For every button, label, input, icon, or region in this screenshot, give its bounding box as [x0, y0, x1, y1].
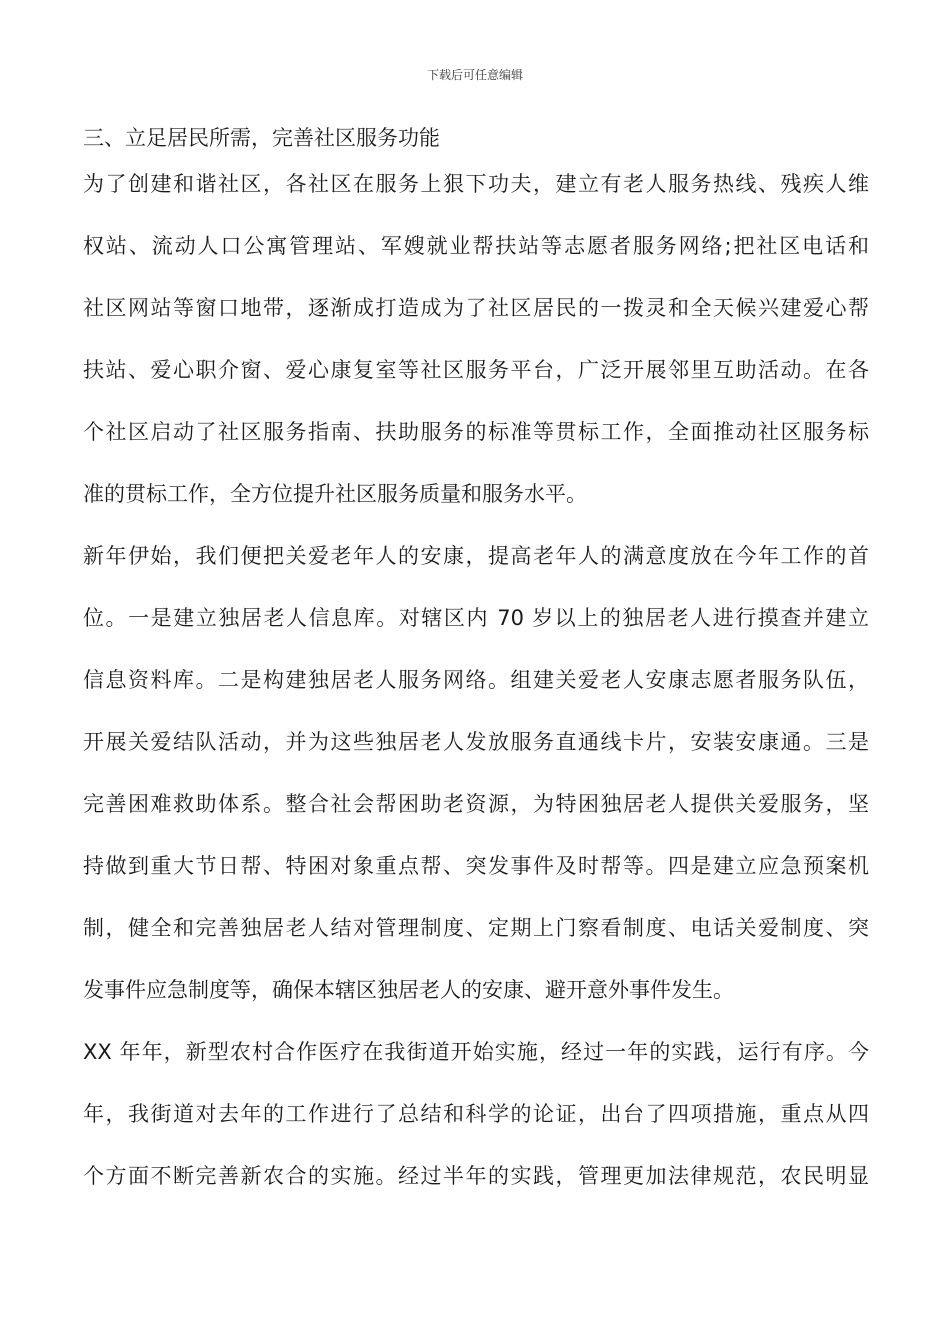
- paragraph-line: 准的贯标工作，全方位提升社区服务质量和服务水平。: [83, 482, 587, 506]
- paragraph-line: 开展关爱结队活动，并为这些独居老人发放服务直通线卡片，安装安康通。三是: [83, 730, 869, 754]
- paragraph-line: 为了创建和谐社区，各社区在服务上狠下功夫，建立有老人服务热线、残疾人维: [83, 172, 869, 196]
- paragraph-line: XX 年年，新型农村合作医疗在我街道开始实施，经过一年的实践，运行有序。今: [83, 1040, 869, 1064]
- section-heading: 三、立足居民所需，完善社区服务功能: [83, 126, 440, 150]
- paragraph-community-services: [83, 164, 869, 536]
- paragraph-line: 位。一是建立独居老人信息库。对辖区内 70 岁以上的独居老人进行摸查并建立: [83, 606, 869, 630]
- paragraph-rural-medical: [83, 1032, 869, 1218]
- page-header: 下载后可任意编辑: [426, 68, 523, 82]
- paragraph-line: 年，我街道对去年的工作进行了总结和科学的论证，出台了四项措施，重点从四: [83, 1102, 869, 1126]
- paragraph-line: 制，健全和完善独居老人结对管理制度、定期上门察看制度、电话关爱制度、突: [83, 916, 869, 940]
- paragraph-line: 持做到重大节日帮、特困对象重点帮、突发事件及时帮等。四是建立应急预案机: [83, 854, 869, 878]
- paragraph-line: 完善困难救助体系。整合社会帮困助老资源，为特困独居老人提供关爱服务，坚: [83, 792, 869, 816]
- paragraph-line: 个社区启动了社区服务指南、扶助服务的标准等贯标工作，全面推动社区服务标: [83, 420, 869, 444]
- paragraph-line: 扶站、爱心职介窗、爱心康复室等社区服务平台，广泛开展邻里互助活动。在各: [83, 358, 869, 382]
- paragraph-line: 新年伊始，我们便把关爱老年人的安康，提高老年人的满意度放在今年工作的首: [83, 544, 869, 568]
- document-body: [83, 118, 869, 1218]
- paragraph-elderly-care: [83, 536, 869, 1032]
- paragraph-line: 发事件应急制度等，确保本辖区独居老人的安康、避开意外事件发生。: [83, 978, 734, 1002]
- paragraph-line: 权站、流动人口公寓管理站、军嫂就业帮扶站等志愿者服务网络;把社区电话和: [83, 234, 869, 258]
- paragraph-line: 信息资料库。二是构建独居老人服务网络。组建关爱老人安康志愿者服务队伍，: [83, 668, 869, 692]
- paragraph-line: 个方面不断完善新农合的实施。经过半年的实践，管理更加法律规范，农民明显: [83, 1164, 869, 1188]
- paragraph-line: 社区网站等窗口地带，逐渐成打造成为了社区居民的一拨灵和全天候兴建爱心帮: [83, 296, 869, 320]
